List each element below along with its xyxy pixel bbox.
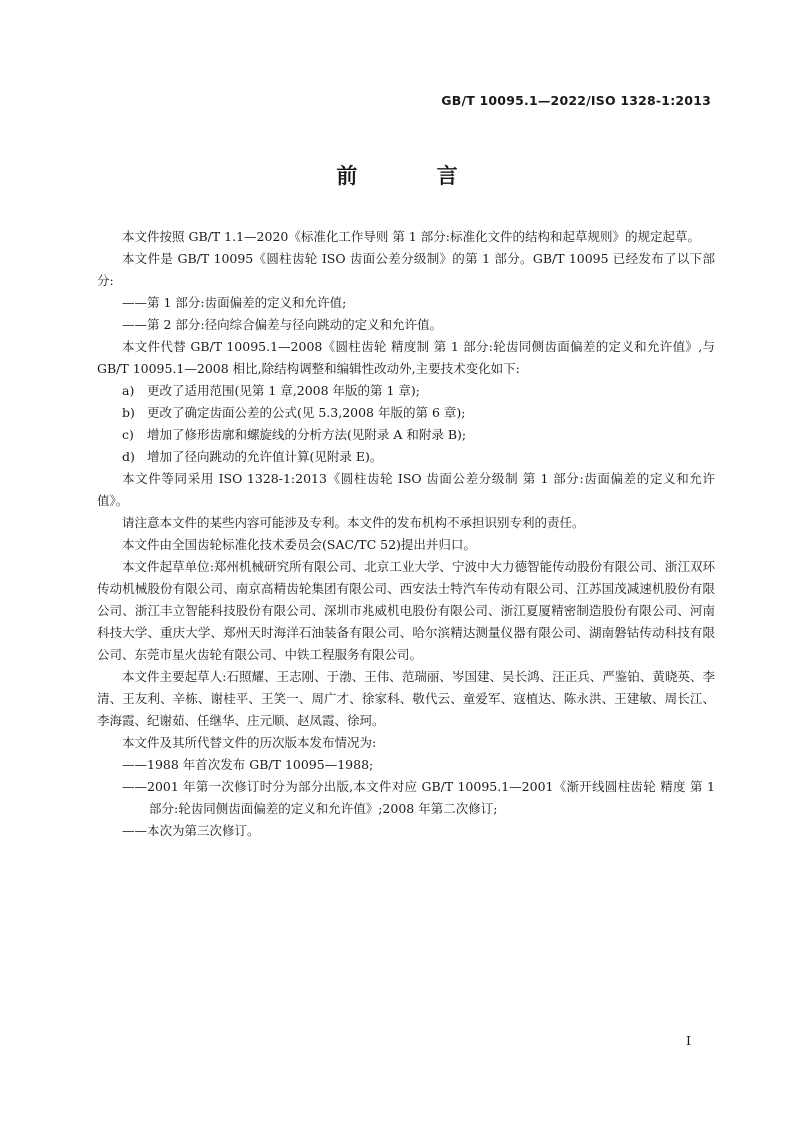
list-item-change: [97, 380, 715, 402]
paragraph-proposed-by: 本文件由全国齿轮标准化技术委员会(SAC/TC 52)提出并归口。: [122, 537, 476, 552]
paragraph-patent-notice: 请注意本文件的某些内容可能涉及专利。本文件的发布机构不承担识别专利的责任。: [122, 515, 585, 530]
list-item-change: [97, 424, 715, 446]
paragraph-equivalence: 本文件等同采用 ISO 1328-1:2013《圆柱齿轮 ISO 齿面公差分级制 第 1 部分:齿面偏差的定义和允许值》。: [97, 471, 715, 508]
paragraph-drafters: 本文件主要起草人:石照耀、王志刚、于渤、王伟、范瑞丽、岑国建、吴长鸿、汪正兵、严鉴铂、黄晓英、李清、王友利、辛栋、谢桂平、王笑一、周广才、徐家科、敬代云、童爱军、寇植达、陈永洪、王建敏、周长江、李海霞、纪谢茹、任继华、庄元顺、赵凤霞、徐珂。: [97, 669, 715, 728]
standard-code: GB/T 10095.1—2022/ISO 1328-1:2013: [441, 93, 711, 108]
paragraph-drafting-rules: 本文件按照 GB/T 1.1—2020《标准化工作导则 第 1 部分:标准化文件的结构和起草规则》的规定起草。: [122, 229, 700, 244]
history-item-1988: ——1988 年首次发布 GB/T 10095—1988;: [122, 757, 374, 772]
page-title: 前 言: [336, 164, 494, 188]
list-item-label: b): [122, 405, 135, 420]
list-item-label: c): [122, 427, 134, 442]
history-item-current: ——本次为第三次修订。: [122, 823, 260, 838]
foreword-body: [97, 226, 715, 842]
history-item-2001: ——2001 年第一次修订时分为部分出版,本文件对应 GB/T 10095.1—2001《渐开线圆柱齿轮 精度 第 1 部分:轮齿同侧齿面偏差的定义和允许值》;2008 年第二次修订;: [122, 779, 715, 816]
paragraph-history-intro: 本文件及其所代替文件的历次版本发布情况为:: [122, 735, 377, 750]
paragraph-replaces: 本文件代替 GB/T 10095.1—2008《圆柱齿轮 精度制 第 1 部分:轮齿同侧齿面偏差的定义和允许值》,与 GB/T 10095.1—2008 相比,除结构调整和编辑性改动外,主要技术变化如下:: [97, 339, 715, 376]
page-number: I: [686, 1033, 691, 1048]
list-item-part-2: ——第 2 部分:径向综合偏差与径向跳动的定义和允许值。: [122, 317, 443, 332]
list-item-text: 更改了确定齿面公差的公式(见 5.3,2008 年版的第 6 章);: [147, 405, 466, 420]
list-item-text: 更改了适用范围(见第 1 章,2008 年版的第 1 章);: [147, 383, 421, 398]
list-item-text: 增加了径向跳动的允许值计算(见附录 E)。: [147, 449, 383, 464]
paragraph-drafting-units: 本文件起草单位:郑州机械研究所有限公司、北京工业大学、宁波中大力德智能传动股份有限公司、浙江双环传动机械股份有限公司、南京高精齿轮集团有限公司、西安法士特汽车传动有限公司、江苏国茂减速机股份有限公司、浙江丰立智能科技股份有限公司、深圳市兆威机电股份有限公司、浙江夏厦精密制造股份有限公司、河南科技大学、重庆大学、郑州天时海洋石油装备有限公司、哈尔滨精达测量仪器有限公司、湖南磐钴传动科技有限公司、东莞市星火齿轮有限公司、中铁工程服务有限公司。: [97, 559, 715, 662]
list-item-label: d): [122, 449, 135, 464]
paragraph-series-parts: 本文件是 GB/T 10095《圆柱齿轮 ISO 齿面公差分级制》的第 1 部分。GB/T 10095 已经发布了以下部分:: [97, 251, 715, 288]
list-item-change: [97, 446, 715, 468]
list-item-part-1: ——第 1 部分:齿面偏差的定义和允许值;: [122, 295, 347, 310]
list-item-change: [97, 402, 715, 424]
list-item-text: 增加了修形齿廓和螺旋线的分析方法(见附录 A 和附录 B);: [147, 427, 467, 442]
list-item-label: a): [122, 383, 135, 398]
